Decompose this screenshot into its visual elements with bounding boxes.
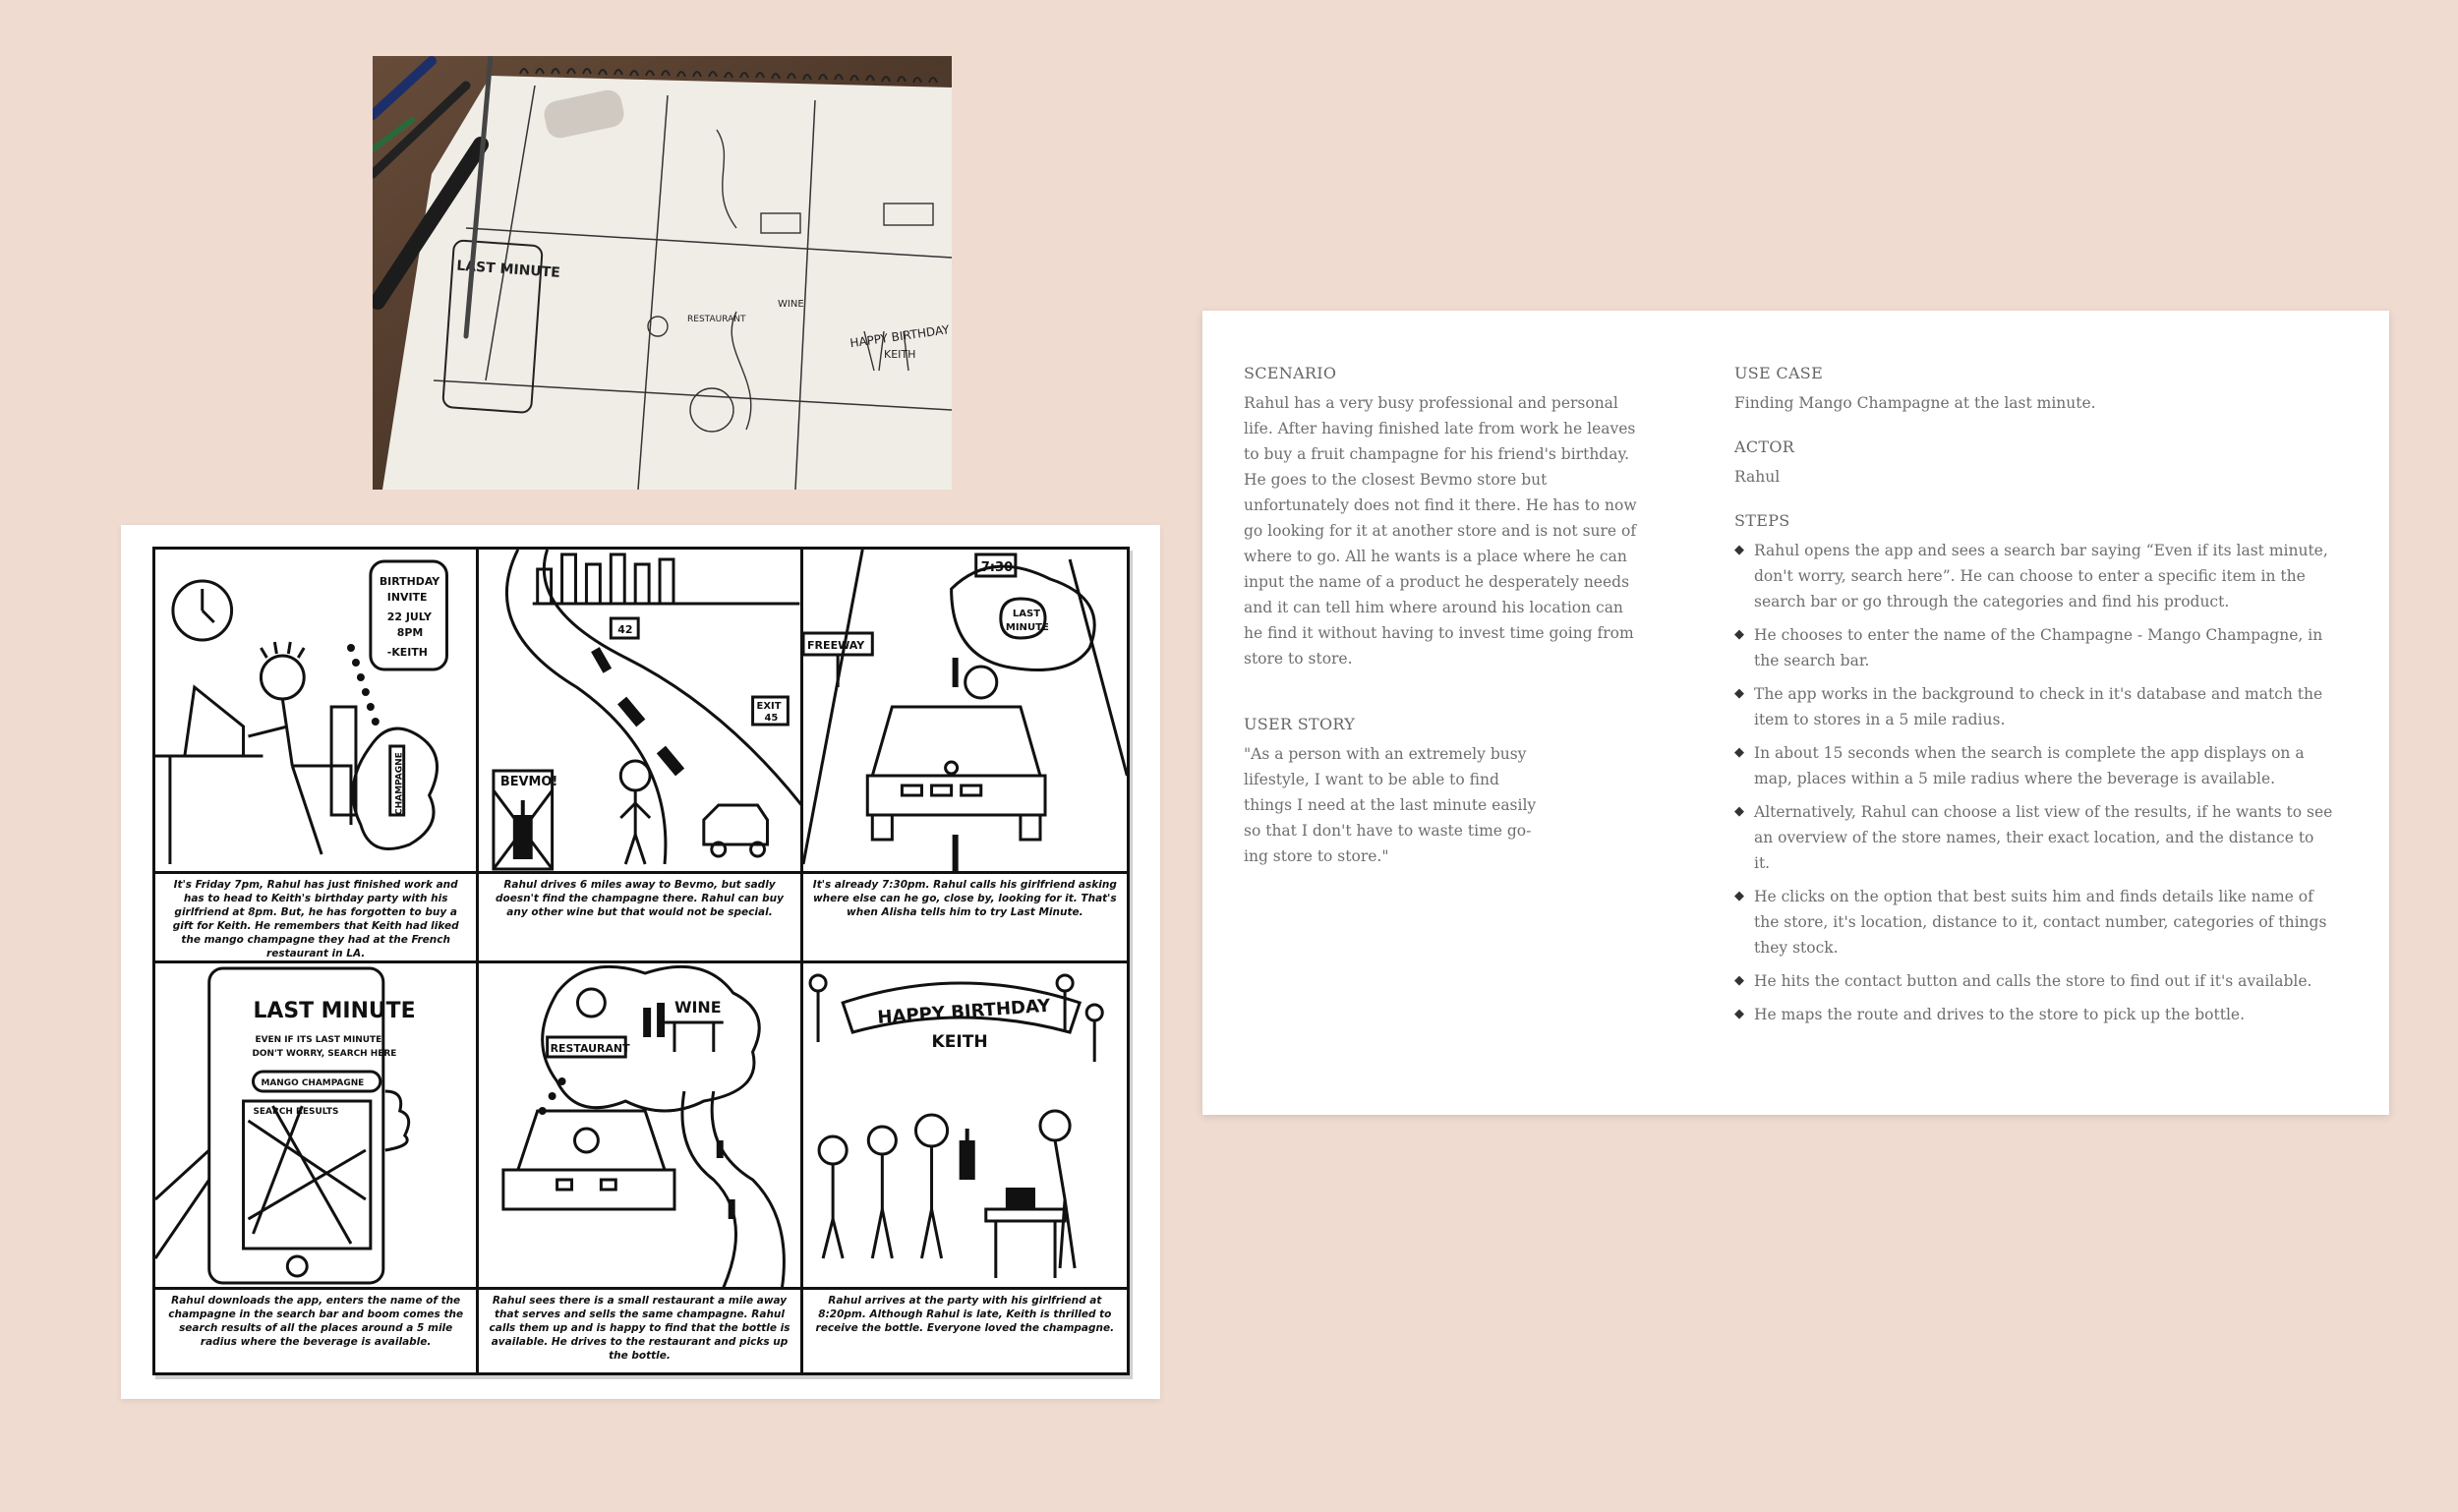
panel-1-illustration xyxy=(155,550,476,874)
storyboard-panel-6 xyxy=(803,963,1127,1372)
use-case-text: Finding Mango Champagne at the last minute. xyxy=(1734,394,2096,412)
panel-5-illustration xyxy=(479,963,799,1290)
storyboard-panel-1 xyxy=(155,550,479,963)
photo-label-keith: KEITH xyxy=(884,348,916,361)
scenario-text: Rahul has a very busy professional and personal life. After having finished late from work he leaves to buy a fruit champagne for his friend's birthday. He goes to the closest Bevmo store but unfortunately does not find it there. He has to now go looking for it at another store and is not sure of where to go. All he wants is a place where he can input the name of a product he desperately needs and it can tell him where around his location can he find it without having to invest time going from store to store. xyxy=(1244,394,1637,668)
right-column xyxy=(1734,364,2334,1035)
steps-heading: STEPS xyxy=(1734,511,1790,530)
step-item: ◆ The app works in the background to check in it's database and match the item to stores in a 5 mile radius. xyxy=(1734,681,2334,732)
step-item: ◆ He clicks on the option that best suits him and finds details like name of the store, it's location, distance to it, contact number, categories of things they stock. xyxy=(1734,884,2334,960)
last-minute-bubble-2: MINUTE xyxy=(1005,622,1049,633)
sketchbook-photo xyxy=(373,56,952,490)
invite-line-4: 8PM xyxy=(396,625,424,640)
left-column xyxy=(1244,364,1637,869)
storyboard-panel-3 xyxy=(803,550,1127,963)
invite-line-2: INVITE xyxy=(386,590,428,605)
storyboard-panel-5 xyxy=(479,963,802,1372)
panel-5-caption: Rahul sees there is a small restaurant a mile away that serves and sells the same champagne. Rahul calls them up and is happy to find that the bottle is available. He drives to the restaurant and picks up the bottle. xyxy=(489,1295,790,1362)
last-minute-bubble-1: LAST xyxy=(1012,609,1040,619)
use-case-heading: USE CASE xyxy=(1734,364,1824,382)
banner-happy-birthday: HAPPY BIRTHDAY xyxy=(876,995,1051,1028)
invite-line-1: BIRTHDAY xyxy=(379,574,440,589)
app-tagline-1: EVEN IF ITS LAST MINUTE xyxy=(255,1034,382,1046)
photo-label-restaurant: RESTAURANT xyxy=(687,315,746,324)
step-item: ◆ He maps the route and drives to the store to pick up the bottle. xyxy=(1734,1002,2334,1027)
panel-6-caption: Rahul arrives at the party with his girlfriend at 8:20pm. Although Rahul is late, Keith is thrilled to receive the bottle. Everyone loved the champagne. xyxy=(815,1295,1115,1334)
user-story-text: "As a person with an extremely busy lifestyle, I want to be able to find things I need at the last minute easily so that I don't have to waste time go-ing store to store." xyxy=(1244,745,1537,865)
actor-text: Rahul xyxy=(1734,468,1781,486)
freeway-sign: FREEWAY xyxy=(806,639,864,652)
wine-sign: WINE xyxy=(674,997,722,1018)
actor-heading: ACTOR xyxy=(1734,437,1795,456)
step-item: ◆ In about 15 seconds when the search is complete the app displays on a map, places within a 5 mile radius where the beverage is available. xyxy=(1734,740,2334,791)
panel-2-caption: Rahul drives 6 miles away to Bevmo, but sadly doesn't find the champagne there. Rahul can buy any other wine but that would not be special. xyxy=(496,879,784,918)
panel-1-caption: It's Friday 7pm, Rahul has just finished work and has to head to Keith's birthday party with his girlfriend at 8pm. But, he has forgotten to buy a gift for Keith. He remembers that Keith had liked the mango champagne they had at the French restaurant in LA. xyxy=(172,879,459,960)
step-item: ◆ Rahul opens the app and sees a search bar saying “Even if its last minute, don't worry, search here”. He can choose to enter a specific item in the search bar or go through the categories and find his product. xyxy=(1734,538,2334,614)
step-item: ◆ Alternatively, Rahul can choose a list view of the results, if he wants to see an overview of the store names, their exact location, and the distance to it. xyxy=(1734,799,2334,876)
storyboard-grid xyxy=(152,547,1130,1375)
panel-3-illustration xyxy=(803,550,1127,874)
app-title: LAST MINUTE xyxy=(253,998,416,1024)
highway-number: 42 xyxy=(617,622,633,637)
panel-2-illustration xyxy=(479,550,799,874)
photo-label-happy-birthday: HAPPY BIRTHDAY xyxy=(849,322,951,351)
banner-keith: KEITH xyxy=(931,1032,988,1052)
step-item: ◆ He chooses to enter the name of the Champagne - Mango Champagne, in the search bar. xyxy=(1734,622,2334,673)
time-display: 7:30 xyxy=(980,560,1013,575)
user-story-heading: USER STORY xyxy=(1244,715,1356,733)
search-results-label: SEARCH RESULTS xyxy=(253,1106,339,1118)
storyboard-panel-4 xyxy=(155,963,479,1372)
photo-label-wine: WINE xyxy=(778,299,804,310)
panel-6-illustration xyxy=(803,963,1127,1290)
photo-label-last-minute: LAST MINUTE xyxy=(455,258,561,281)
use-case-document xyxy=(1202,311,2389,1115)
steps-list xyxy=(1734,538,2334,1027)
invite-line-5: -KEITH xyxy=(386,645,428,660)
scenario-heading: SCENARIO xyxy=(1244,364,1337,382)
invite-line-3: 22 JULY xyxy=(386,610,432,624)
restaurant-sign: RESTAURANT xyxy=(550,1041,630,1056)
step-item: ◆ He hits the contact button and calls the store to find out if it's available. xyxy=(1734,968,2334,994)
panel-3-caption: It's already 7:30pm. Rahul calls his girlfriend asking where else can he go, close by, looking for it. That's when Alisha tells him to try Last Minute. xyxy=(812,879,1117,918)
storyboard xyxy=(121,525,1160,1399)
app-tagline-2: DON'T WORRY, SEARCH HERE xyxy=(252,1048,397,1060)
bevmo-sign: BEVMO! xyxy=(500,774,558,790)
panel-4-caption: Rahul downloads the app, enters the name of the champagne in the search bar and boom comes the search results of all the places around a 5 mile radius where the beverage is available. xyxy=(168,1295,464,1348)
search-bar-text: MANGO CHAMPAGNE xyxy=(261,1077,365,1089)
exit-sign: EXIT xyxy=(756,700,782,713)
storyboard-panel-2 xyxy=(479,550,802,963)
bottle-label: CHAMPAGNE xyxy=(394,752,405,815)
panel-4-illustration xyxy=(155,963,476,1290)
exit-number: 45 xyxy=(764,712,779,725)
